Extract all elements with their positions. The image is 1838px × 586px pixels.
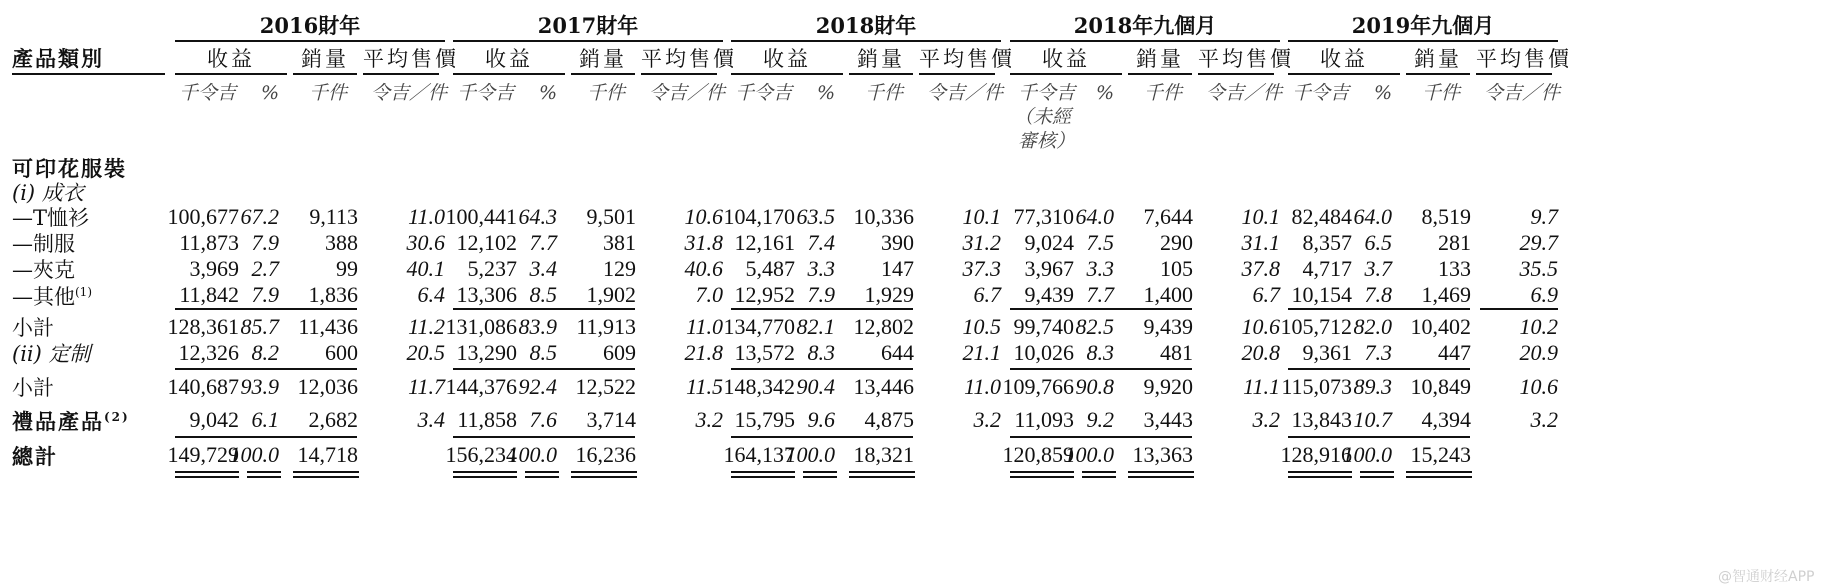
table-cell: 128,361 (167, 314, 239, 339)
table-cell: 10,026 (1013, 340, 1074, 365)
table-cell: 3.2 (1252, 407, 1280, 432)
table-cell: 10,154 (1291, 282, 1352, 307)
table-cell: 7.8 (1364, 282, 1392, 307)
double-rule (849, 471, 915, 478)
table-cell: 18,321 (853, 442, 914, 467)
table-cell: 120,859 (1002, 442, 1074, 467)
table-cell: 12,952 (734, 282, 795, 307)
table-cell: 390 (881, 230, 914, 255)
table-cell: 13,843 (1291, 407, 1352, 432)
table-cell: 164,137 (723, 442, 795, 467)
table-cell: 3.7 (1364, 256, 1392, 281)
unit-label: 千令吉 (179, 82, 237, 104)
table-cell: 8.3 (1086, 340, 1114, 365)
table-cell: 16,236 (575, 442, 636, 467)
table-cell: 6.5 (1364, 230, 1392, 255)
unit-label: 令吉／件 (1206, 82, 1283, 104)
table-cell: 12,102 (456, 230, 517, 255)
unit-label: 千令吉 (1018, 82, 1076, 104)
table-cell: 13,572 (734, 340, 795, 365)
subheader-rule (293, 73, 357, 75)
table-cell: 100.0 (785, 442, 835, 467)
table-cell: 109,766 (1002, 374, 1074, 399)
table-cell: 134,770 (723, 314, 795, 339)
year-header: 2018年九個月 (1073, 13, 1217, 38)
table-cell: 381 (603, 230, 636, 255)
table-cell: 9.2 (1086, 407, 1114, 432)
table-cell: 77,310 (1013, 204, 1074, 229)
double-rule (453, 471, 517, 478)
subheader-rule (849, 73, 913, 75)
table-cell: 10,849 (1410, 374, 1471, 399)
table-cell: 156,234 (445, 442, 517, 467)
year-header: 2017財年 (537, 13, 639, 38)
unit-label: 千件 (865, 82, 904, 104)
table-cell: 8.2 (251, 340, 279, 365)
table-cell: 8.5 (529, 282, 557, 307)
table-cell: 9,439 (1024, 282, 1074, 307)
subheader-revenue: 收益 (763, 47, 811, 71)
table-cell: 8.3 (807, 340, 835, 365)
unit-label: 令吉／件 (649, 82, 726, 104)
unit-label: 令吉／件 (927, 82, 1004, 104)
table-cell: 7.3 (1364, 340, 1392, 365)
double-rule (1360, 471, 1394, 478)
table-cell: 388 (325, 230, 358, 255)
row-label: (i) 成衣 (12, 181, 84, 205)
row-label: 小計 (12, 376, 54, 400)
table-cell: 90.8 (1075, 374, 1114, 399)
table-cell: 11.7 (408, 374, 445, 399)
unit-label: 千令吉 (457, 82, 515, 104)
table-cell: 20.8 (1241, 340, 1280, 365)
table-cell: 13,363 (1132, 442, 1193, 467)
table-cell: 7.0 (695, 282, 723, 307)
double-rule (731, 471, 795, 478)
table-cell: 1,400 (1143, 282, 1193, 307)
table-cell: 9,501 (586, 204, 636, 229)
table-cell: 11,436 (298, 314, 358, 339)
year-rule (453, 40, 723, 42)
table-cell: 64.0 (1353, 204, 1392, 229)
table-cell: 140,687 (167, 374, 239, 399)
table-cell: 128,916 (1280, 442, 1352, 467)
subheader-revenue: 收益 (207, 47, 255, 71)
table-cell: 600 (325, 340, 358, 365)
unit-label: （未經 (1014, 106, 1072, 128)
subheader-avg-price: 平均售價 (363, 47, 459, 71)
table-cell: 40.6 (684, 256, 723, 281)
table-cell: 2.7 (251, 256, 279, 281)
table-cell: 9,113 (309, 204, 358, 229)
table-cell: 9,920 (1143, 374, 1193, 399)
table-cell: 148,342 (723, 374, 795, 399)
double-rule (1288, 471, 1352, 478)
table-cell: 64.0 (1075, 204, 1114, 229)
table-cell: 10.2 (1519, 314, 1558, 339)
table-cell: 2,682 (308, 407, 358, 432)
table-cell: 100,677 (167, 204, 239, 229)
subtotal-rule (1010, 368, 1192, 370)
table-cell: 40.1 (406, 256, 445, 281)
table-cell: 9,439 (1143, 314, 1193, 339)
table-cell: 30.6 (406, 230, 445, 255)
subheader-volume: 銷量 (1136, 47, 1184, 71)
table-cell: 7.7 (529, 230, 557, 255)
watermark: @智通财经APP (1718, 569, 1815, 585)
table-cell: 64.3 (518, 204, 557, 229)
table-cell: 11.2 (408, 314, 445, 339)
double-rule (571, 471, 637, 478)
table-cell: 3,714 (586, 407, 636, 432)
subtotal-rule (453, 368, 635, 370)
table-cell: 100.0 (229, 442, 279, 467)
table-cell: 1,929 (864, 282, 914, 307)
subheader-rule (571, 73, 635, 75)
table-cell: 85.7 (240, 314, 279, 339)
subtotal-rule (175, 368, 357, 370)
subtotal-rule (1288, 308, 1470, 310)
table-cell: 7.9 (251, 230, 279, 255)
table-cell: 21.1 (962, 340, 1001, 365)
subtotal-rule (453, 308, 635, 310)
table-cell: 7.9 (807, 282, 835, 307)
table-cell: 129 (603, 256, 636, 281)
table-cell: 99,740 (1013, 314, 1074, 339)
double-rule (293, 471, 359, 478)
subheader-rule (1010, 73, 1122, 75)
table-cell: 90.4 (796, 374, 835, 399)
table-cell: 20.9 (1519, 340, 1558, 365)
subheader-volume: 銷量 (857, 47, 905, 71)
year-rule (1288, 40, 1558, 42)
table-cell: 13,446 (853, 374, 914, 399)
subheader-rule (641, 73, 717, 75)
table-cell: 15,243 (1410, 442, 1471, 467)
double-rule (1082, 471, 1116, 478)
table-cell: 7.4 (807, 230, 835, 255)
table-cell: 6.4 (417, 282, 445, 307)
double-rule (525, 471, 559, 478)
table-cell: 11.0 (686, 314, 723, 339)
table-cell: 7.6 (529, 407, 557, 432)
table-cell: 281 (1438, 230, 1471, 255)
subheader-rule (363, 73, 439, 75)
total-rule (175, 436, 357, 438)
table-cell: 100.0 (507, 442, 557, 467)
year-rule (1010, 40, 1280, 42)
table-cell: 3,443 (1143, 407, 1193, 432)
unit-label: 審核） (1018, 130, 1076, 152)
table-cell: 1,836 (308, 282, 358, 307)
subheader-rule (919, 73, 995, 75)
table-cell: 13,290 (456, 340, 517, 365)
row-label: 總計 (12, 444, 58, 469)
table-cell: 105 (1160, 256, 1193, 281)
table-cell: 21.8 (684, 340, 723, 365)
table-cell: 10,402 (1410, 314, 1471, 339)
table-cell: 11.0 (964, 374, 1001, 399)
table-cell: 131,086 (445, 314, 517, 339)
subheader-rule (453, 73, 565, 75)
row-label: 可印花服裝 (12, 156, 127, 181)
subheader-rule (1476, 73, 1552, 75)
table-cell: 9,042 (189, 407, 239, 432)
table-cell: 12,036 (297, 374, 358, 399)
unit-label: % (1096, 82, 1115, 104)
table-cell: 4,717 (1302, 256, 1352, 281)
table-cell: 35.5 (1519, 256, 1558, 281)
subtotal-rule (1288, 368, 1470, 370)
table-cell: 29.7 (1519, 230, 1558, 255)
table-cell: 8,357 (1302, 230, 1352, 255)
table-cell: 82,484 (1291, 204, 1352, 229)
total-rule (1010, 436, 1192, 438)
table-cell: 15,795 (734, 407, 795, 432)
subheader-revenue: 收益 (1042, 47, 1090, 71)
table-cell: 609 (603, 340, 636, 365)
table-cell: 133 (1438, 256, 1471, 281)
table-cell: 9,361 (1302, 340, 1352, 365)
unit-label: 千件 (1422, 82, 1461, 104)
row-label: (ii) 定制 (12, 342, 91, 366)
table-cell: 115,073 (1281, 374, 1352, 399)
table-cell: 6.7 (973, 282, 1001, 307)
double-rule (247, 471, 281, 478)
table-cell: 8.5 (529, 340, 557, 365)
table-cell: 10.6 (1519, 374, 1558, 399)
table-cell: 10.7 (1353, 407, 1392, 432)
table-cell: 5,487 (745, 256, 795, 281)
table-cell: 11,913 (576, 314, 636, 339)
total-rule (453, 436, 635, 438)
subtotal-rule (1010, 308, 1192, 310)
table-cell: 100.0 (1342, 442, 1392, 467)
table-cell: 82.1 (796, 314, 835, 339)
category-rule (12, 73, 165, 75)
table-cell: 83.9 (518, 314, 557, 339)
table-cell: 9.7 (1530, 204, 1558, 229)
table-cell: 290 (1160, 230, 1193, 255)
subheader-rule (1288, 73, 1400, 75)
table-cell: 9.6 (807, 407, 835, 432)
year-header: 2016財年 (259, 13, 361, 38)
subheader-revenue: 收益 (485, 47, 533, 71)
table-cell: 6.7 (1252, 282, 1280, 307)
table-cell: 7,644 (1143, 204, 1193, 229)
table-cell: 149,729 (167, 442, 239, 467)
double-rule (175, 471, 239, 478)
table-cell: 31.8 (684, 230, 723, 255)
unit-label: 千件 (1144, 82, 1183, 104)
unit-label: % (817, 82, 836, 104)
table-cell: 3,967 (1024, 256, 1074, 281)
table-cell: 447 (1438, 340, 1471, 365)
table-cell: 11.5 (686, 374, 723, 399)
row-label: —制服 (12, 232, 75, 256)
table-cell: 3.3 (807, 256, 835, 281)
table-cell: 12,522 (575, 374, 636, 399)
table-cell: 12,326 (178, 340, 239, 365)
table-cell: 12,802 (853, 314, 914, 339)
category-label: 產品類別 (12, 46, 104, 71)
table-cell: 10.1 (1241, 204, 1280, 229)
row-label: —T恤衫 (12, 206, 90, 230)
unit-label: 千令吉 (735, 82, 793, 104)
row-label: —其他$^{(1)}$ (12, 285, 92, 309)
unit-label: 千件 (587, 82, 626, 104)
subtotal-rule (1480, 308, 1558, 310)
unit-label: 令吉／件 (371, 82, 448, 104)
unit-label: % (539, 82, 558, 104)
table-cell: 14,718 (297, 442, 358, 467)
table-cell: 31.2 (962, 230, 1001, 255)
unit-label: 令吉／件 (1484, 82, 1561, 104)
table-cell: 11.0 (408, 204, 445, 229)
table-cell: 12,161 (734, 230, 795, 255)
subheader-volume: 銷量 (579, 47, 627, 71)
footnote-marker: (1) (75, 285, 92, 299)
unit-label: 千令吉 (1292, 82, 1350, 104)
table-cell: 37.3 (962, 256, 1001, 281)
table-cell: 20.5 (406, 340, 445, 365)
table-cell: 67.2 (240, 204, 279, 229)
table-cell: 4,394 (1421, 407, 1471, 432)
table-cell: 31.1 (1241, 230, 1280, 255)
total-rule (1288, 436, 1470, 438)
table-cell: 6.1 (251, 407, 279, 432)
unit-label: % (261, 82, 280, 104)
double-rule (1010, 471, 1074, 478)
subheader-avg-price: 平均售價 (1198, 47, 1294, 71)
table-cell: 1,469 (1421, 282, 1471, 307)
footnote-marker: (2) (104, 410, 130, 424)
table-cell: 4,875 (864, 407, 914, 432)
table-cell: 3.4 (529, 256, 557, 281)
table-cell: 5,237 (467, 256, 517, 281)
table-cell: 63.5 (796, 204, 835, 229)
table-cell: 89.3 (1353, 374, 1392, 399)
table-cell: 7.7 (1086, 282, 1114, 307)
total-rule (731, 436, 913, 438)
table-cell: 144,376 (445, 374, 517, 399)
table-cell: 3.2 (1530, 407, 1558, 432)
table-cell: 11.1 (1243, 374, 1280, 399)
table-cell: 100.0 (1064, 442, 1114, 467)
table-cell: 481 (1160, 340, 1193, 365)
subheader-avg-price: 平均售價 (1476, 47, 1572, 71)
table-cell: 10.1 (962, 204, 1001, 229)
subtotal-rule (175, 308, 357, 310)
table-cell: 3.2 (973, 407, 1001, 432)
table-cell: 92.4 (518, 374, 557, 399)
double-rule (1128, 471, 1194, 478)
table-cell: 1,902 (586, 282, 636, 307)
table-cell: 11,873 (179, 230, 239, 255)
subheader-volume: 銷量 (1414, 47, 1462, 71)
table-cell: 105,712 (1280, 314, 1352, 339)
table-cell: 37.8 (1241, 256, 1280, 281)
subheader-avg-price: 平均售價 (641, 47, 737, 71)
subtotal-rule (731, 368, 913, 370)
table-cell: 11,858 (457, 407, 517, 432)
table-cell: 7.5 (1086, 230, 1114, 255)
row-label: —夾克 (12, 258, 75, 282)
table-cell: 644 (881, 340, 914, 365)
subtotal-rule (731, 308, 913, 310)
table-cell: 147 (881, 256, 914, 281)
subheader-rule (1406, 73, 1470, 75)
unit-label: 千件 (309, 82, 348, 104)
year-rule (731, 40, 1001, 42)
table-cell: 82.5 (1075, 314, 1114, 339)
table-cell: 10.6 (1241, 314, 1280, 339)
subheader-revenue: 收益 (1320, 47, 1368, 71)
subheader-avg-price: 平均售價 (919, 47, 1015, 71)
double-rule (1406, 471, 1472, 478)
table-cell: 82.0 (1353, 314, 1392, 339)
table-cell: 8,519 (1421, 204, 1471, 229)
table-cell: 93.9 (240, 374, 279, 399)
table-cell: 6.9 (1530, 282, 1558, 307)
table-cell: 3,969 (189, 256, 239, 281)
row-label: 小計 (12, 316, 54, 340)
table-cell: 13,306 (456, 282, 517, 307)
table-cell: 99 (336, 256, 358, 281)
subheader-rule (1198, 73, 1274, 75)
year-header: 2018財年 (815, 13, 917, 38)
table-cell: 104,170 (723, 204, 795, 229)
table-cell: 10,336 (853, 204, 914, 229)
year-header: 2019年九個月 (1351, 13, 1495, 38)
table-cell: 100,441 (445, 204, 517, 229)
table-cell: 11,093 (1014, 407, 1074, 432)
table-cell: 9,024 (1024, 230, 1074, 255)
table-cell: 11,842 (179, 282, 239, 307)
double-rule (803, 471, 837, 478)
table-cell: 10.5 (962, 314, 1001, 339)
subheader-rule (731, 73, 843, 75)
subheader-rule (175, 73, 287, 75)
table-cell: 3.2 (695, 407, 723, 432)
table-cell: 10.6 (684, 204, 723, 229)
unit-label: % (1374, 82, 1393, 104)
table-cell: 7.9 (251, 282, 279, 307)
table-cell: 3.3 (1086, 256, 1114, 281)
subheader-volume: 銷量 (301, 47, 349, 71)
subheader-rule (1128, 73, 1192, 75)
year-rule (175, 40, 445, 42)
table-cell: 3.4 (417, 407, 445, 432)
row-label: 禮品產品$^{(2)}$ (12, 409, 130, 434)
